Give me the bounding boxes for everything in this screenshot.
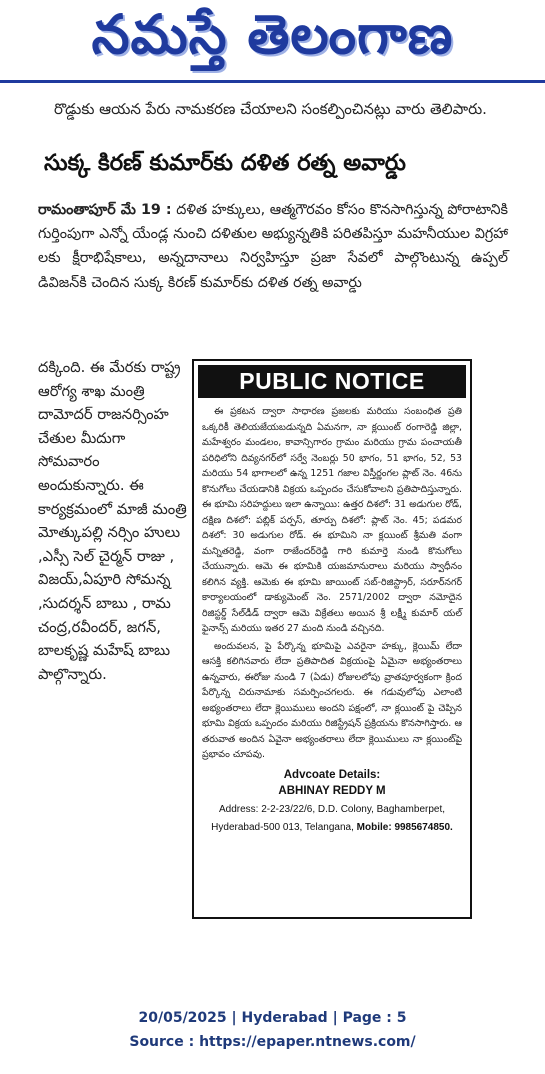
- newspaper-masthead: నమస్తే తెలంగాణ: [91, 2, 454, 66]
- advocate-address: [194, 801, 470, 837]
- article-intro-text: దళిత హక్కులు, ఆత్మగౌరవం కోసం కొనసాగిస్తున్న పోరాటానికి గుర్తింపుగా ఎన్నో యేండ్ల నుంచి దళితుల అభ్యున్నతికి పరితపిస్తూ మహనీయుల విగ్రహా లకు క్షీరాభిషేకాలు, అన్నదానాలు నిర్వహిస్తూ ప్రజా సేవలో పాల్గొంటున్న ఉప్పల్ డివిజన్‌కి చెందిన సుక్క కిరణ్ కుమార్‌కు దళిత రత్న అవార్డు: [38, 202, 509, 291]
- article-headline: సుక్క కిరణ్ కుమార్‌కు దళిత రత్న అవార్డు: [44, 150, 406, 176]
- notice-paragraph-2: అందువలన, పై పేర్కొన్న భూమిపై ఎవరైనా హక్కు, క్లెయిమ్ లేదా ఆసక్తి కలిగినవారు లేదా ప్రతిపాదిత విక్రయంపై ఏమైనా అభ్యంతరాలు ఉన్నవారు, ఈరోజు నుండి 7 (ఏడు) రోజులలోపు వ్రాతపూర్వకంగా క్రింద పేర్కొన్న చిరునామాకు సమర్పించగలరు. ఈ గడువులోపు ఎలాంటి అభ్యంతరాలు లేదా క్లెయిములు అందని పక్షంలో, నా క్లయింట్ పై చెప్పిన భూమి విక్రయ ఒప్పందం మరియు రిజిస్ట్రేషన్ ప్రక్రియను కొనసాగిస్తారు. ఆ తరువాత అందిన ఏవైనా అభ్యంతరాలు లేదా క్లెయిములు నా క్లయింట్‌పై ప్రభావం చూపవు.: [202, 640, 462, 760]
- advocate-details-title: Advcoate Details:: [283, 768, 381, 781]
- address-line-2: [194, 819, 470, 837]
- article-intro: [38, 198, 508, 295]
- public-notice-title: PUBLIC NOTICE: [198, 365, 466, 398]
- previous-article-tail: రొడ్డుకు ఆయన పేరు నామకరణ చేయాలని సంకల్పించినట్లు వారు తెలిపారు.: [54, 100, 487, 118]
- mobile-number: 9985674850.: [394, 821, 453, 833]
- article-dateline: రామంతాపూర్ మే 19 :: [38, 202, 172, 218]
- masthead-rule: [0, 80, 545, 83]
- footer-date-edition: 20/05/2025 | Hyderabad | Page : 5: [138, 1010, 407, 1026]
- notice-paragraph-1: ఈ ప్రకటన ద్వారా సాధారణ ప్రజలకు మరియు సంబంధిత ప్రతి ఒక్కరికీ తెలియజేయబడున్నది ఏమనగా, నా క్లయింట్ రంగారెడ్డి జిల్లా, మహేశ్వరం మండలం, కావాన్సిగారం గ్రామం మరియు గ్రామ పంచాయతీ పరిధిలోని దివ్యనగర్‌లో సర్వే నెంబర్లు 50 భాగం, 51 భాగం, 52, 53 మరియు 54 భాగాలలో ఉన్న 1251 గజాల విస్తీర్ణంగల ప్లాట్ నెం. 46ను కొనుగోలు చేయడానికి విక్రయ ఒప్పందం చేసుకోవాలని ప్రతిపాదిస్తున్నారు. ఈ భూమి సరిహద్దులు ఇలా ఉన్నాయి: ఉత్తర దిశలో: 31 అడుగుల రోడ్, దక్షిణ దిశలో: పబ్లిక్ పర్పస్, తూర్పు దిశలో: ప్లాట్ నెం. 45; పడమర దిశలో: 30 అడుగుల రోడ్. ఈ భూమిని నా క్లయింట్ శ్రీమతి వంగా మన్నితరెడ్డి, వంగా రాజేందర్‌రెడ్డి గారి కుమార్తె నుండి కొనుగోలు చేయున్నారు. ఆమె ఈ భూమికి యజమానురాలు మరియు స్వాధీనం కలిగిన వ్యక్తి. ఆమెకు ఈ భూమి జాయింట్ సబ్-రిజిస్ట్రార్, సరూర్‌నగర్ కార్యాలయంలో డాక్యుమెంట్ నెం. 2571/2002 ద్వారా నమోదైన రిజిస్టర్డ్ సేల్‌డీడ్ ద్వారా ఆమె విక్రేతలు అయిన శ్రీ లక్ష్మీ కుమార్ యల్ ఫైనాన్స్ మరియు ఇతర 27 మంది నుండి వచ్చినది.: [202, 406, 462, 634]
- advocate-name: ABHINAY REDDY M: [278, 784, 386, 797]
- public-notice-box: [192, 359, 472, 919]
- footer-source: Source : https://epaper.ntnews.com/: [129, 1034, 416, 1050]
- address-city: Hyderabad-500 013, Telangana,: [211, 821, 354, 833]
- article-column-text: దక్కింది. ఈ మేరకు రాష్ట్ర ఆరోగ్య శాఖ మంత్రి దామోదర్ రాజనర్సింహ చేతుల మీదుగా సోమవారం అందుకున్నారు. ఈ కార్యక్రమంలో మాజీ మంత్రి మోత్కుపల్లి నర్సిం హులు ,ఎస్సీ సెల్ చైర్మన్ రాజు , విజయ్,ఏపూరి సోమన్న ,సుదర్శన్ బాబు , రామ చంద్ర,రవీందర్, జగన్, బాలకృష్ణ మహేష్ బాబు పాల్గొన్నారు.: [38, 359, 187, 683]
- mobile-label: Mobile:: [356, 821, 392, 833]
- address-line-1: Address: 2-2-23/22/6, D.D. Colony, Baghamberpet,: [218, 803, 446, 815]
- public-notice-body: [194, 398, 470, 763]
